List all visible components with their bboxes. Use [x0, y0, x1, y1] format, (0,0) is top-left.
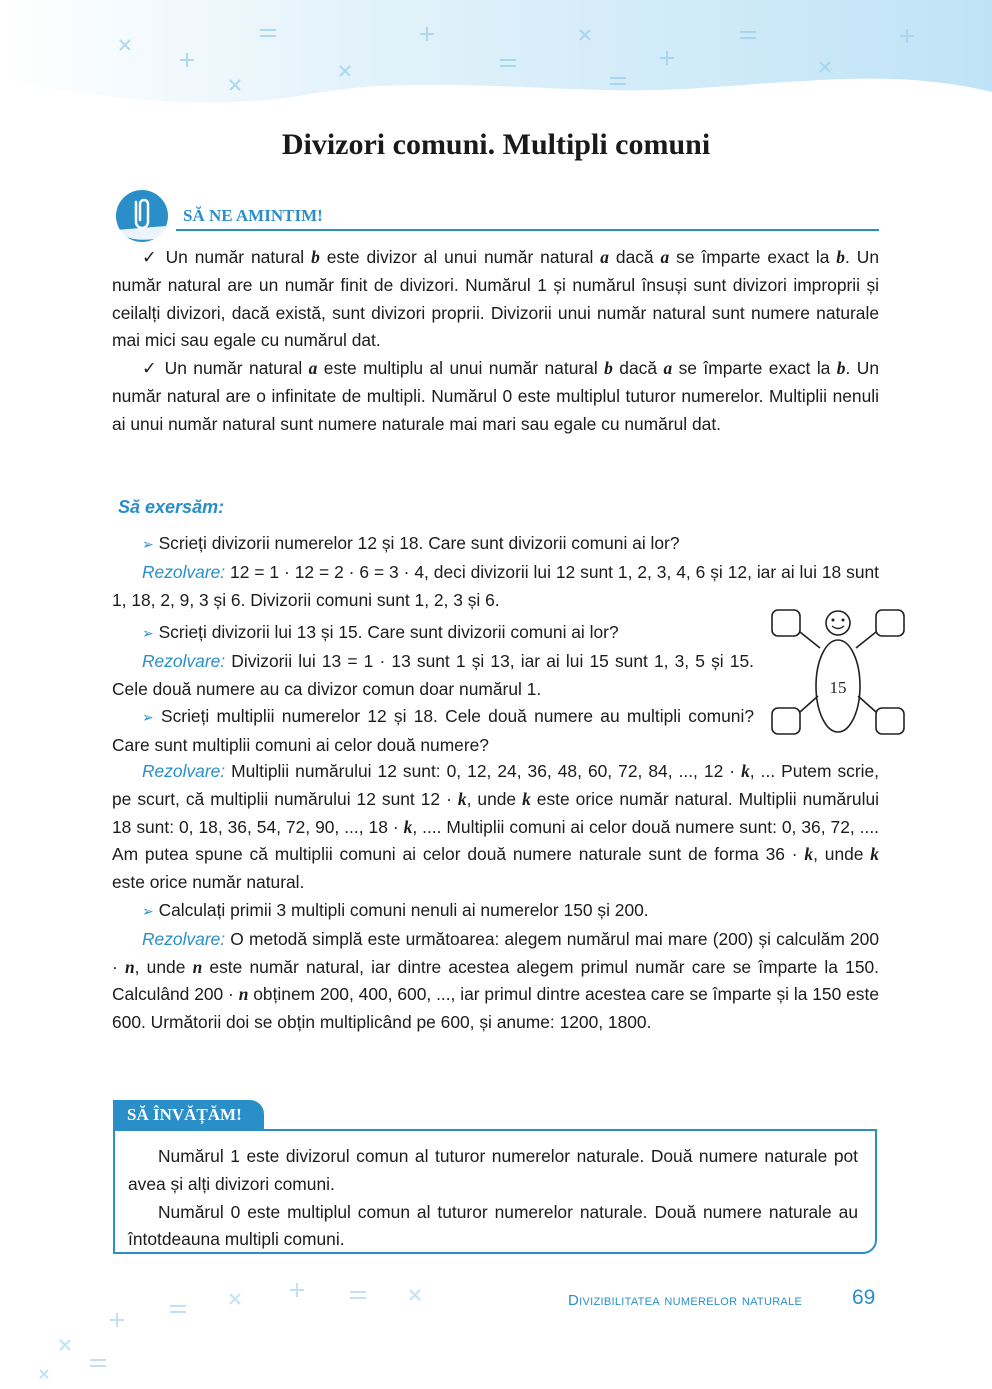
header-banner	[0, 0, 992, 110]
diagram-center-value: 15	[829, 678, 847, 697]
checkmark-icon: ✓	[142, 247, 159, 267]
exercise-3-answer: Rezolvare: Multiplii numărului 12 sunt: 0, 12, 24, 36, 48, 60, 72, 84, ..., 12 · k, ... Putem scrie, pe scurt, că multiplii numărului 12 sunt 12 · k, unde k este orice număr natural. Multiplii numărului 18 sunt: 0, 18, 36, 54, 72, 90, ..., 18 · k, .... Multiplii comuni ai celor două numere sunt: 0, 36, 72, .... Am putea spune că multiplii comuni ai celor două numere naturale sunt de forma 36 · k, unde k este orice număr natural.	[112, 761, 880, 893]
footer-chapter-title: Divizibilitatea numerelor naturale	[568, 1292, 803, 1309]
resolution-label: Rezolvare:	[142, 650, 226, 671]
diagram-box-top-right	[876, 610, 904, 636]
resolution-label: Rezolvare:	[142, 928, 226, 949]
exercise-2-question: ➢ Scrieți divizorii lui 13 și 15. Care sunt divizorii comuni ai lor?	[142, 622, 619, 642]
exercise-2-answer: Rezolvare: Divizorii lui 13 = 1 · 13 sunt 1 și 13, iar ai lui 15 sunt 1, 3, 5 și 15. Cele două numere au ca divizor comun doar numărul 1.	[112, 650, 754, 699]
remind-divider	[176, 229, 879, 231]
remind-text	[112, 244, 879, 439]
arrow-bullet-icon: ➢	[142, 902, 154, 919]
arrow-bullet-icon: ➢	[142, 709, 154, 726]
checkmark-icon: ✓	[142, 358, 159, 379]
exercise-heading: Să exersăm:	[118, 497, 225, 517]
diagram-box-top-left	[772, 610, 800, 636]
remind-paragraph-multiple: ✓ Un număr natural a este multiplu al unui număr natural b dacă a se împarte exact la b. Un număr natural are o infinitate de multipli. Numărul 0 este multiplul tuturor numerelor. Multiplii nenuli ai unui număr natural sunt numere naturale mai mari sau egale cu numărul dat.	[112, 358, 880, 434]
diagram-head	[826, 611, 850, 635]
arrow-bullet-icon: ➢	[142, 536, 154, 552]
remind-paragraph-divisor: ✓ Un număr natural b este divizor al unui număr natural a dacă a se împarte exact la b. Un număr natural are un număr finit de divizori. Numărul 1 și numărul însuși sunt divizori improprii și ceilalți divizori, dacă există, sunt divizori proprii. Divizorii unui număr natural sunt numere naturale mai mici sau egale cu numărul dat.	[112, 247, 879, 351]
resolution-label: Rezolvare:	[142, 561, 226, 582]
page-number: 69	[852, 1286, 876, 1309]
exercise-text-1	[112, 530, 879, 614]
divisor-figure-diagram	[768, 608, 908, 748]
exercise-text-3	[112, 758, 879, 1037]
page-title: Divizori comuni. Multipli comuni	[281, 128, 711, 161]
exercise-4-answer: Rezolvare: O metodă simplă este următoarea: alegem numărul mai mare (200) și calculăm 200 · n, unde n este număr natural, iar dintre acestea alegem primul număr care se împarte la 150. Calculând 200 · n obținem 200, 400, 600, ..., iar primul dintre acestea care se împarte și la 150 este 600. Următorii doi se obțin multiplicând pe 600, și anume: 1200, 1800.	[112, 928, 879, 1033]
diagram-box-bottom-left	[772, 708, 800, 734]
learn-paragraph-1: Numărul 1 este divizorul comun al tuturor numerelor naturale. Două numere naturale pot avea și alți divizori comuni.	[128, 1146, 858, 1194]
exercise-1-answer: Rezolvare: 12 = 1 · 12 = 2 · 6 = 3 · 4, deci divizorii lui 12 sunt 1, 2, 3, 4, 6 și 12, iar ai lui 18 sunt 1, 18, 2, 9, 3 și 6. Divizorii comuni sunt 1, 2, 3 și 6.	[112, 561, 879, 610]
exercise-4-question: ➢ Calculați primii 3 multipli comuni nenuli ai numerelor 150 și 200.	[142, 899, 649, 920]
exercise-3-question: ➢ Scrieți multiplii numerelor 12 și 18. Cele două numere au multipli comuni? Care sunt multiplii comuni ai celor două numere?	[112, 706, 754, 756]
remind-heading: SĂ NE AMINTIM!	[183, 206, 323, 225]
paperclip-icon	[112, 186, 178, 244]
learn-text	[128, 1143, 858, 1254]
resolution-label: Rezolvare:	[142, 761, 226, 781]
diagram-box-bottom-right	[876, 708, 904, 734]
learn-paragraph-2: Numărul 0 este multiplul comun al tuturor numerelor naturale. Două numere naturale au întotdeauna multipli comuni.	[128, 1201, 858, 1250]
footer-decoration	[0, 1270, 560, 1389]
learn-heading: SĂ ÎNVĂȚĂM!	[113, 1100, 264, 1130]
exercise-text-2	[112, 619, 754, 760]
arrow-bullet-icon: ➢	[142, 625, 154, 641]
exercise-1-question: ➢ Scrieți divizorii numerelor 12 și 18. Care sunt divizorii comuni ai lor?	[142, 533, 680, 553]
